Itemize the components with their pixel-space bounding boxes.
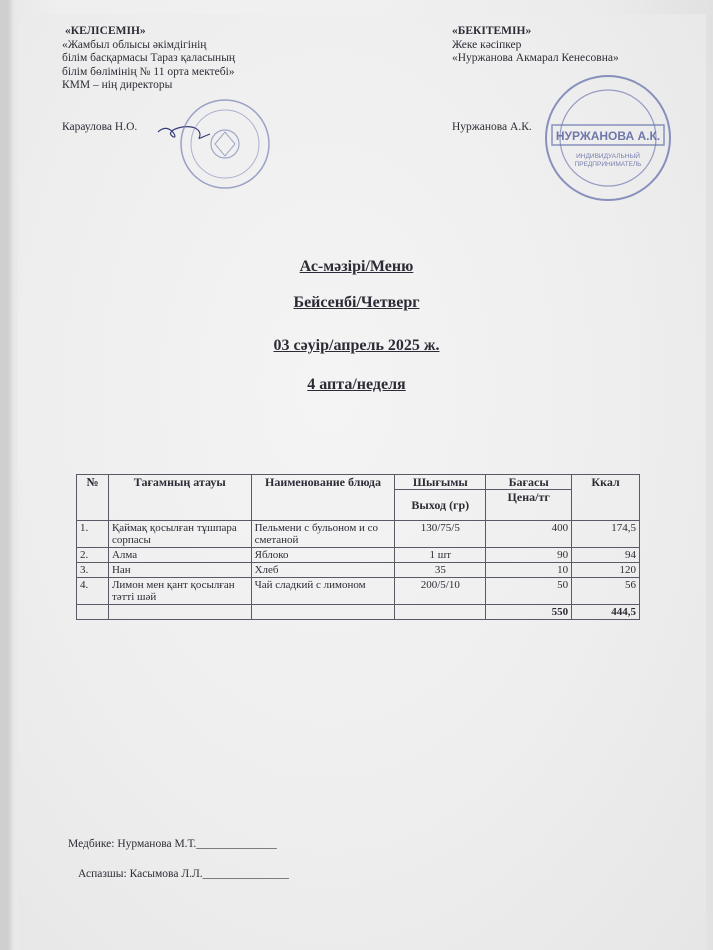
table-header-row [77,475,640,490]
menu-table [76,474,640,620]
agree-block [62,25,235,93]
row-price: 90 [486,548,572,563]
table-row [77,521,640,548]
row-yield: 35 [395,563,486,578]
row-name-kz: Нан [108,563,251,578]
row-price: 50 [486,578,572,605]
approve-heading: «БЕКІТЕМІН» [452,25,532,37]
header-price-kz: Бағасы [486,475,572,490]
row-price: 400 [486,521,572,548]
row-kcal: 120 [572,563,640,578]
row-num: 4. [77,578,109,605]
entrepreneur-stamp-icon [538,72,678,207]
approve-signer: Нуржанова А.К. [452,121,532,133]
row-yield: 130/75/5 [395,521,486,548]
school-seal-icon [150,92,280,202]
menu-title: Ас-мәзірі/Меню [299,258,414,275]
row-name-kz: Лимон мен қант қосылған тәтті шәй [108,578,251,605]
agree-line: білім бөлімінің № 11 орта мектебі» [62,65,235,78]
agree-line: «Жамбыл облысы әкімдігінің [62,38,207,51]
header-name-kz: Тағамның атауы [108,475,251,521]
row-kcal: 94 [572,548,640,563]
header-name-ru: Наименование блюда [251,475,395,521]
cook-signature: Аспазшы: Касымова Л.Л._______________ [78,868,289,880]
approve-line: Жеке кәсіпкер [452,38,522,51]
header-price-ru: Цена/тг [486,490,572,521]
row-kcal: 174,5 [572,521,640,548]
approve-line: «Нуржанова Акмарал Кенесовна» [452,52,619,64]
row-name-ru: Яблоко [251,548,395,563]
table-row [77,563,640,578]
agree-heading: «КЕЛІСЕМІН» [65,25,146,37]
row-price: 10 [486,563,572,578]
row-num: 2. [77,548,109,563]
row-name-kz: Қаймақ қосылған тұшпара сорпасы [108,521,251,548]
header-num: № [77,475,109,521]
row-num: 3. [77,563,109,578]
week-title: 4 апта/неделя [307,376,406,393]
day-title: Бейсенбі/Четверг [293,294,420,311]
agree-line: КММ – нің директоры [62,79,173,91]
header-kcal: Ккал [572,475,640,521]
header-yield-kz: Шығымы [395,475,486,490]
header-yield-ru: Выход (гр) [395,490,486,521]
row-name-ru: Хлеб [251,563,395,578]
row-name-kz: Алма [108,548,251,563]
totals-row [77,605,640,620]
table-row [77,548,640,563]
row-name-ru: Пельмени с бульоном и со сметаной [251,521,395,548]
stamp-subtitle: ИНДИВИДУАЛЬНЫЙ [576,153,640,160]
stamp-subtitle: ПРЕДПРИНИМАТЕЛЬ [574,161,642,168]
approve-block [452,25,619,66]
agree-signer: Караулова Н.О. [62,121,138,133]
row-kcal: 56 [572,578,640,605]
row-yield: 1 шт [395,548,486,563]
total-kcal: 444,5 [572,605,640,620]
row-num: 1. [77,521,109,548]
stamp-name: НУРЖАНОВА А.К. [555,129,661,143]
agree-line: білім басқармасы Тараз қаласының [62,52,236,64]
row-yield: 200/5/10 [395,578,486,605]
total-price: 550 [486,605,572,620]
date-title: 03 сәуір/апрель 2025 ж. [273,337,440,354]
row-name-ru: Чай сладкий с лимоном [251,578,395,605]
nurse-signature: Медбике: Нурманова М.Т.______________ [68,838,277,850]
table-row [77,578,640,605]
